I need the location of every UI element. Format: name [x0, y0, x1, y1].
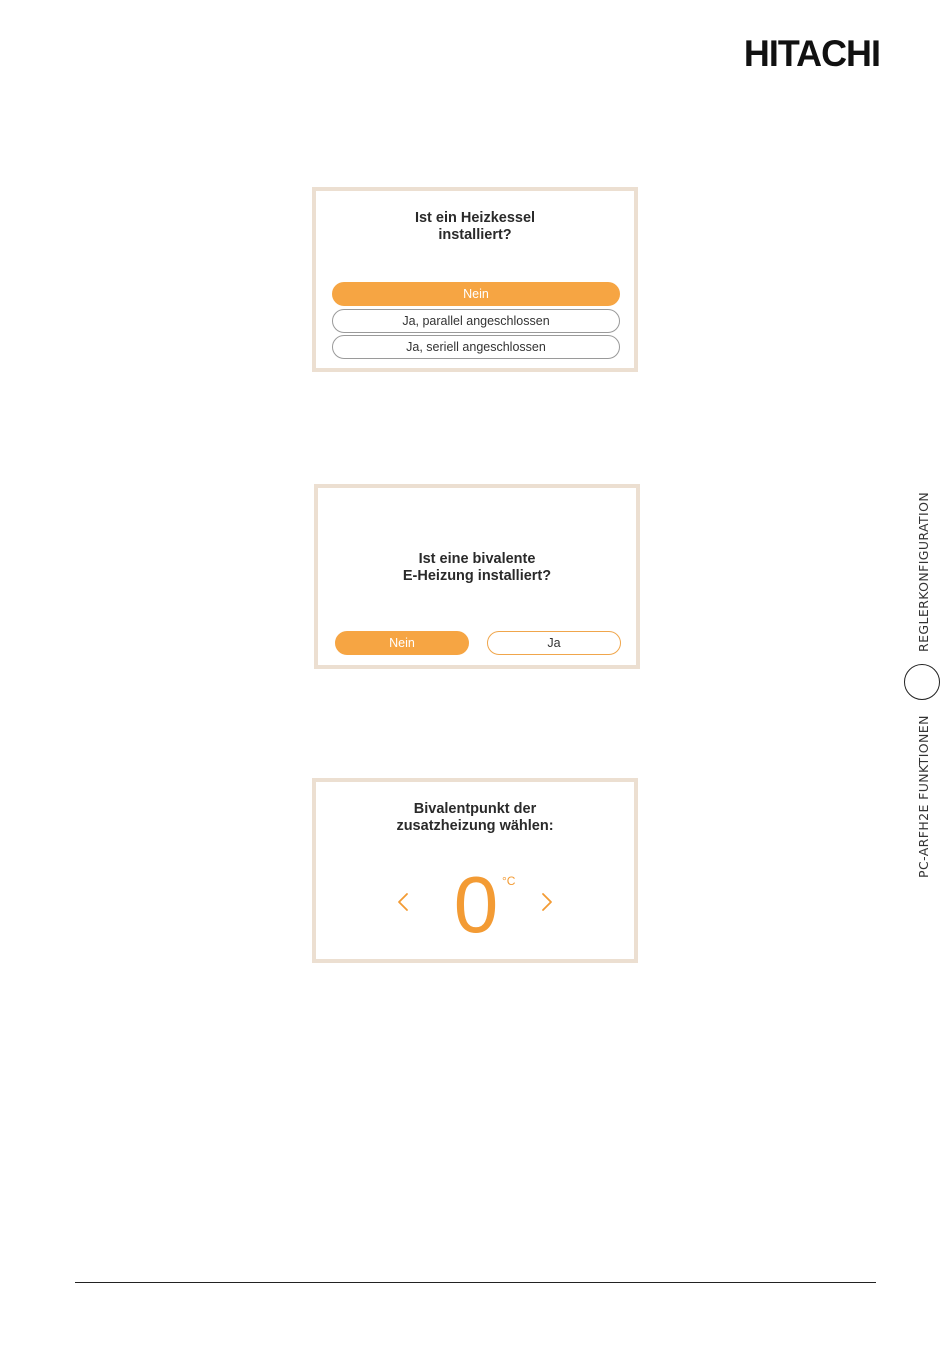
bivalent-point-question-text: Bivalentpunkt der zusatzheizung wählen:: [396, 801, 554, 834]
chevron-right-icon[interactable]: [540, 888, 554, 916]
temperature-unit: °C: [502, 874, 516, 888]
boiler-question-text: Ist ein Heizkessel installiert?: [414, 210, 536, 243]
section-side-label: REGLERKONFIGURATION: [916, 491, 931, 652]
option-parallel-button[interactable]: Ja, parallel angeschlossen: [332, 309, 620, 333]
temperature-value: 0: [453, 860, 499, 949]
option-seriell-button[interactable]: Ja, seriell angeschlossen: [332, 335, 620, 359]
chevron-left-icon[interactable]: [396, 888, 410, 916]
electric-heater-question-text: Ist eine bivalente E-Heizung installiert?: [402, 551, 552, 584]
footer-divider: [75, 1282, 876, 1283]
option-ja-button[interactable]: Ja: [487, 631, 621, 655]
chapter-side-label: PC-ARFH2E FUNKTIONEN: [916, 715, 931, 878]
option-nein-button[interactable]: Nein: [335, 631, 469, 655]
option-nein-button[interactable]: Nein: [332, 282, 620, 306]
bivalent-point-screen: [312, 778, 638, 963]
electric-heater-question-screen: [314, 484, 640, 669]
hitachi-logo: HITACHI: [743, 33, 880, 74]
side-tab-circle: [904, 664, 940, 700]
boiler-question-screen: [312, 187, 638, 372]
